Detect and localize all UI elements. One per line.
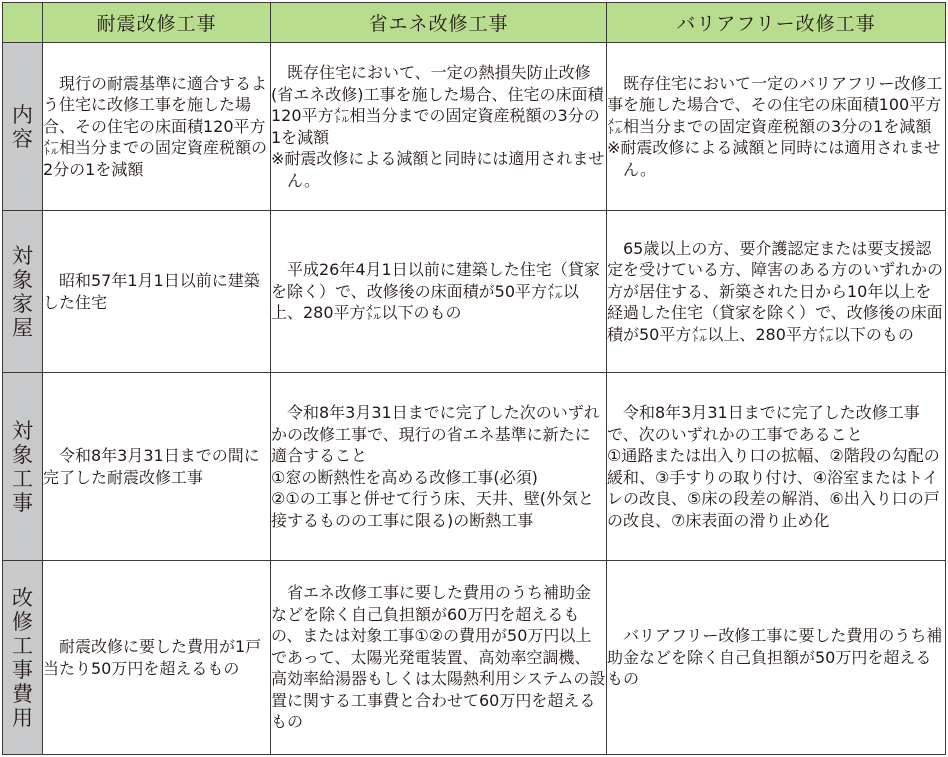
cell-cost-energy <box>271 561 607 755</box>
tax-reduction-table <box>2 2 946 755</box>
row-target-work <box>3 373 946 561</box>
cell-text: 令和8年3月31日までに完了した改修工事で、次のいずれかの工事であること <box>607 403 920 444</box>
row-label-text: 対象工事 <box>12 418 33 515</box>
cell-house-barrier-free <box>607 211 946 373</box>
cell-content-energy <box>271 43 607 211</box>
cell-work-seismic <box>43 373 271 561</box>
row-cost <box>3 561 946 755</box>
row-label-content <box>3 43 43 211</box>
cell-work-barrier-free <box>607 373 946 561</box>
cell-text: 既存住宅において、一定の熱損失防止改修(省エネ改修)工事を施した場合、住宅の床面積120平方㍍相当分までの固定資産税額の3分の1を減額 <box>271 63 604 147</box>
cell-text: 平成26年4月1日以前に建築した住宅（貸家を除く）で、改修後の床面積が50平方㍍以上、280平方㍍以下のもの <box>271 260 600 323</box>
row-content <box>3 43 946 211</box>
cell-text: バリアフリー改修工事に要した費用のうち補助金などを除く自己負担額が50万円を超えるもの <box>607 626 943 689</box>
cell-text: 65歳以上の方、要介護認定または要支援認定を受けている方、障害のある方のいずれかの方が居住する、新築された日から10年以上を経過した住宅（貸家を除く）で、改修後の床面積が50平方㍍以上、280平方㍍以下のもの <box>607 238 944 344</box>
cell-content-barrier-free <box>607 43 946 211</box>
cell-text: 令和8年3月31日までの間に完了した耐震改修工事 <box>43 446 260 487</box>
header-barrier-free: バリアフリー改修工事 <box>607 3 946 43</box>
cell-note: ※耐震改修による減額と同時には適用されません。 <box>271 149 605 190</box>
row-label-target-work <box>3 373 43 561</box>
cell-house-seismic <box>43 211 271 373</box>
cell-work-energy <box>271 373 607 561</box>
row-label-target-house <box>3 211 43 373</box>
cell-text: 現行の耐震基準に適合するよう住宅に改修工事を施した場合、その住宅の床面積120平方㍍相当分までの固定資産税額の2分の1を減額 <box>43 73 268 179</box>
cell-text: 省エネ改修工事に要した費用のうち補助金などを除く自己負担額が60万円を超えるもの、または対象工事①②の費用が50万円以上であって、太陽光発電装置、高効率空調機、高効率給湯器もしくは太陽熱利用システムの設置に関する工事費と合わせて60万円を超えるもの <box>271 583 606 732</box>
cell-content-seismic <box>43 43 271 211</box>
cell-text: 昭和57年1月1日以前に建築した住宅 <box>43 271 260 312</box>
cell-text: 令和8年3月31日までに完了した次のいずれかの改修工事で、現行の省エネ基準に新たに適合すること <box>271 403 600 465</box>
cell-cost-seismic <box>43 561 271 755</box>
cell-house-energy <box>271 211 607 373</box>
cell-item: ②①の工事と併せて行う床、天井、壁(外気と接するものの工事に限る)の断熱工事 <box>271 489 594 530</box>
row-target-house <box>3 211 946 373</box>
cell-note: ※耐震改修による減額と同時には適用されません。 <box>607 138 941 179</box>
header-seismic: 耐震改修工事 <box>43 3 271 43</box>
row-label-text: 対象家屋 <box>12 243 33 340</box>
cell-cost-barrier-free <box>607 561 946 755</box>
row-label-cost <box>3 561 43 755</box>
cell-text: 既存住宅において一定のバリアフリー改修工事を施した場合で、その住宅の床面積100平方㍍相当分までの固定資産税額の3分の1を減額 <box>607 73 943 136</box>
row-label-text: 内容 <box>12 102 33 151</box>
header-row <box>3 3 946 43</box>
corner-cell <box>3 3 43 43</box>
cell-item: ①窓の断熱性を高める改修工事(必須) <box>271 467 538 487</box>
cell-text: 耐震改修に要した費用が1戸当たり50万円を超えるもの <box>43 637 262 678</box>
row-label-text: 改修工事費用 <box>12 585 33 730</box>
cell-item: ①通路または出入り口の拡幅、②階段の勾配の緩和、③手すりの取り付け、④浴室またはトイレの改良、⑤床の段差の解消、⑥出入り口の戸の改良、⑦床表面の滑り止め化 <box>607 446 940 530</box>
header-energy: 省エネ改修工事 <box>271 3 607 43</box>
